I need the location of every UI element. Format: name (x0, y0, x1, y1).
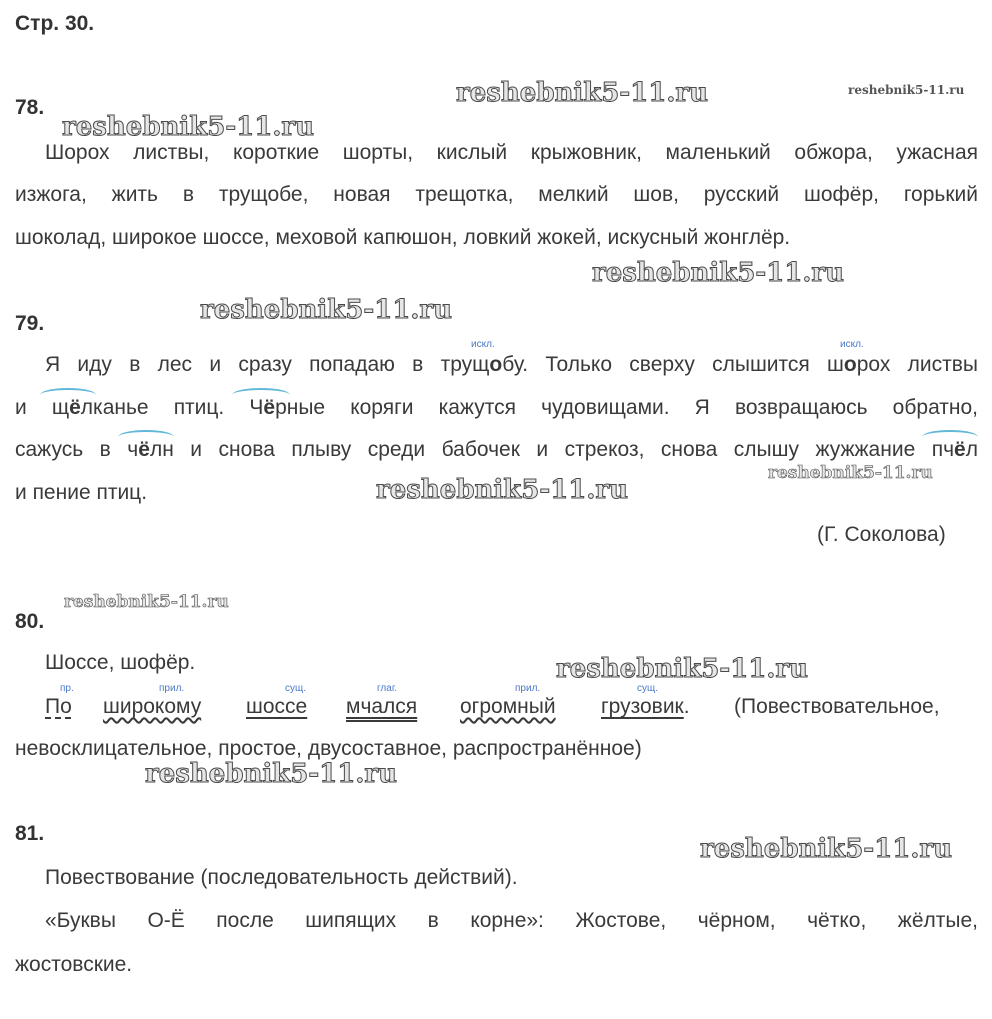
text-line: жостовские. (15, 953, 133, 976)
text-line: «Буквы О-Ё после шипящих в корне»: Жостове, чёрном, чётко, жёлтые, (45, 909, 978, 932)
exercise-number: 78. (15, 96, 45, 119)
exercise-number: 80. (15, 610, 45, 633)
watermark: reshebnik5-11.ru (768, 463, 933, 483)
exception-mark: искл. (840, 339, 864, 350)
part-of-speech-mark: пр. (60, 683, 74, 694)
text-line: Повествование (последовательность действий). (45, 866, 518, 889)
watermark: reshebnik5-11.ru (200, 295, 453, 325)
watermark: reshebnik5-11.ru (700, 834, 953, 864)
watermark: reshebnik5-11.ru (456, 78, 709, 108)
part-of-speech-mark: сущ. (285, 683, 307, 694)
part-of-speech-mark: прил. (515, 683, 541, 694)
exercise-number: 81. (15, 822, 45, 845)
watermark: reshebnik5-11.ru (556, 654, 809, 684)
part-of-speech-mark: прил. (159, 683, 185, 694)
text-line: (Повествовательное, (734, 695, 940, 718)
text-line: и щёлканье птиц. Чёрные коряги кажутся чудовищами. Я возвращаюсь обратно, (15, 396, 979, 419)
text-line: Шорох листвы, короткие шорты, кислый крыжовник, маленький обжора, ужасная (45, 141, 978, 164)
text-line: и пение птиц. (15, 481, 148, 504)
author: (Г. Соколова) (817, 523, 946, 546)
text-line: Я иду в лес и сразу попадаю в трущобу. Только сверху слышится шорох листвы (45, 353, 978, 376)
watermark: reshebnik5-11.ru (592, 258, 845, 288)
text-line: сажусь в чёлн и снова плыву среди бабочек и стрекоз, снова слышу жужжание пчёл (15, 438, 978, 461)
part-of-speech-mark: глаг. (377, 683, 398, 694)
watermark: reshebnik5-11.ru (62, 112, 315, 142)
parsed-word: огромный (460, 695, 556, 718)
parsed-word: широкому (103, 695, 202, 718)
parsed-word: шоссе (246, 695, 308, 718)
exception-mark: искл. (471, 339, 495, 350)
text-line: Шоссе, шофёр. (45, 651, 196, 674)
watermark: reshebnik5-11.ru (64, 592, 229, 612)
text-line: изжога, жить в трущобе, новая трещотка, мелкий шов, русский шофёр, горький (15, 183, 978, 206)
parsed-word: мчался (346, 695, 418, 718)
part-of-speech-mark: сущ. (637, 683, 659, 694)
text-line: невосклицательное, простое, двусоставное, распространённое) (15, 737, 642, 760)
exercise-number: 79. (15, 312, 45, 335)
parsed-word: грузовик. (601, 695, 690, 718)
watermark: reshebnik5-11.ru (145, 759, 398, 789)
text-line: шоколад, широкое шоссе, меховой капюшон, ловкий жокей, искусный жонглёр. (15, 226, 791, 249)
parsed-word: По (45, 695, 72, 718)
page-number: Стр. 30. (15, 12, 95, 35)
watermark: reshebnik5-11.ru (848, 83, 965, 97)
watermark: reshebnik5-11.ru (376, 475, 629, 505)
